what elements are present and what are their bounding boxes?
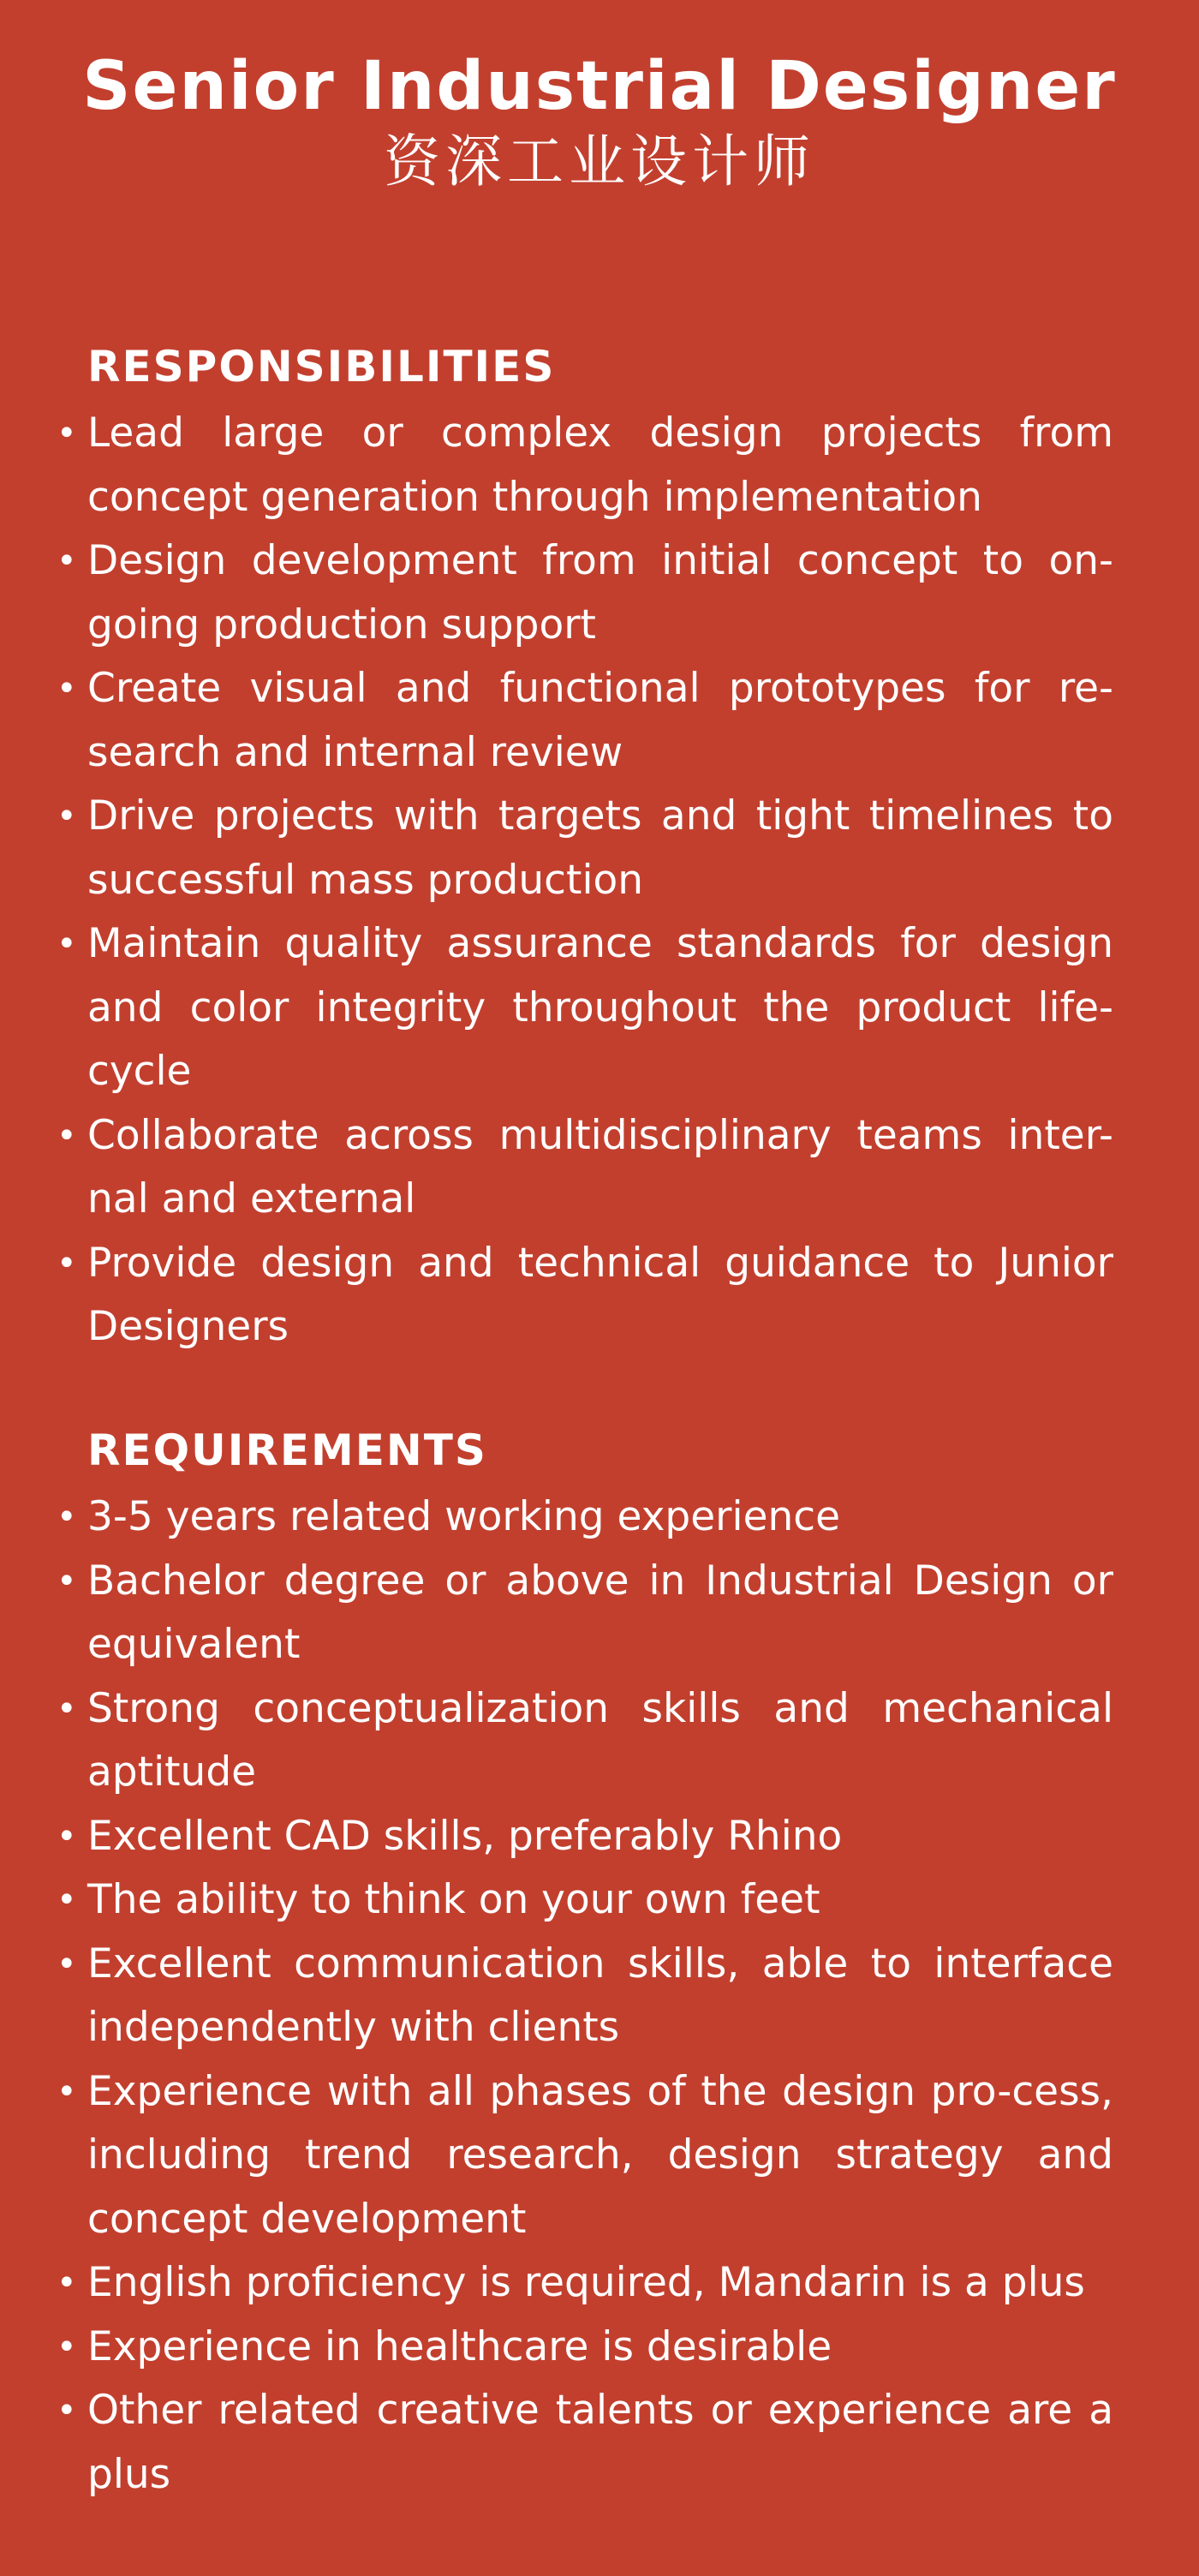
bullet-icon: • [57,1115,77,1156]
bullet-icon: • [57,1880,77,1920]
responsibilities-list [51,402,1113,1360]
responsibilities-section [51,338,1113,1360]
requirements-list [51,1485,1113,2507]
list-item [51,1868,1113,1933]
list-item [51,1104,1113,1232]
list-item-text: Design development from initial concept to on-going production support [87,537,1113,648]
list-item [51,1677,1113,1805]
job-title: Senior Industrial Designer [82,48,1117,125]
list-item [51,1550,1113,1677]
list-item [51,1485,1113,1550]
title-block [0,50,1199,197]
bullet-icon: • [57,797,77,836]
list-item-text: Other related creative talents or experience are a plus [87,2387,1113,2498]
bullet-icon: • [57,924,77,964]
list-item [51,2251,1113,2316]
bullet-icon: • [57,1243,77,1283]
list-item [51,2060,1113,2252]
list-item-text: Drive projects with targets and tight timelines to successful mass production [87,792,1113,904]
list-item-text: Excellent communication skills, able to interface independently with clients [87,1939,1113,2051]
list-item-text: Strong conceptualization skills and mechanical aptitude [87,1684,1113,1796]
bullet-icon: • [57,669,77,708]
bullet-icon: • [57,541,77,581]
list-item-text: The ability to think on your own feet [87,1876,820,1923]
list-item-text: English proficiency is required, Mandarin is a plus [87,2259,1085,2306]
list-item-text: Excellent CAD skills, preferably Rhino [87,1812,843,1860]
list-item-text: Provide design and technical guidance to Junior Designers [87,1239,1113,1350]
bullet-icon: • [57,1688,77,1729]
job-title-chinese: 资深工业设计师 [384,129,815,194]
list-item [51,1805,1113,1869]
bullet-icon: • [57,2327,77,2367]
list-item [51,1232,1113,1360]
list-item-text: 3-5 years related working experience [87,1493,841,1540]
responsibilities-heading: RESPONSIBILITIES [87,342,556,391]
bullet-icon: • [57,2263,77,2303]
list-item [51,1933,1113,2060]
list-item-text: Collaborate across multidisciplinary teams inter-nal and external [87,1111,1113,1222]
list-item [51,529,1113,657]
bullet-icon: • [57,2071,77,2112]
bullet-icon: • [57,1944,77,1984]
list-item-text: Experience in healthcare is desirable [87,2322,832,2370]
bullet-icon: • [57,1816,77,1856]
bullet-icon: • [57,414,77,453]
list-item [51,785,1113,912]
requirements-section [51,1422,1113,2507]
list-item-text: Maintain quality assurance standards for design and color integrity throughout the product life-cycle [87,920,1113,1095]
list-item [51,402,1113,529]
list-item-text: Create visual and functional prototypes for re-search and internal review [87,665,1113,776]
list-item [51,912,1113,1104]
list-item-text: Lead large or complex design projects from concept generation through implementation [87,409,1113,521]
list-item-text: Experience with all phases of the design pro-cess, including trend research, design strategy and concept development [87,2067,1113,2243]
list-item [51,2379,1113,2507]
bullet-icon: • [57,2391,77,2430]
requirements-heading: REQUIREMENTS [87,1425,487,1475]
list-item-text: Bachelor degree or above in Industrial Design or equivalent [87,1557,1113,1668]
list-item [51,2316,1113,2380]
bullet-icon: • [57,1561,77,1601]
bullet-icon: • [57,1497,77,1537]
list-item [51,657,1113,785]
